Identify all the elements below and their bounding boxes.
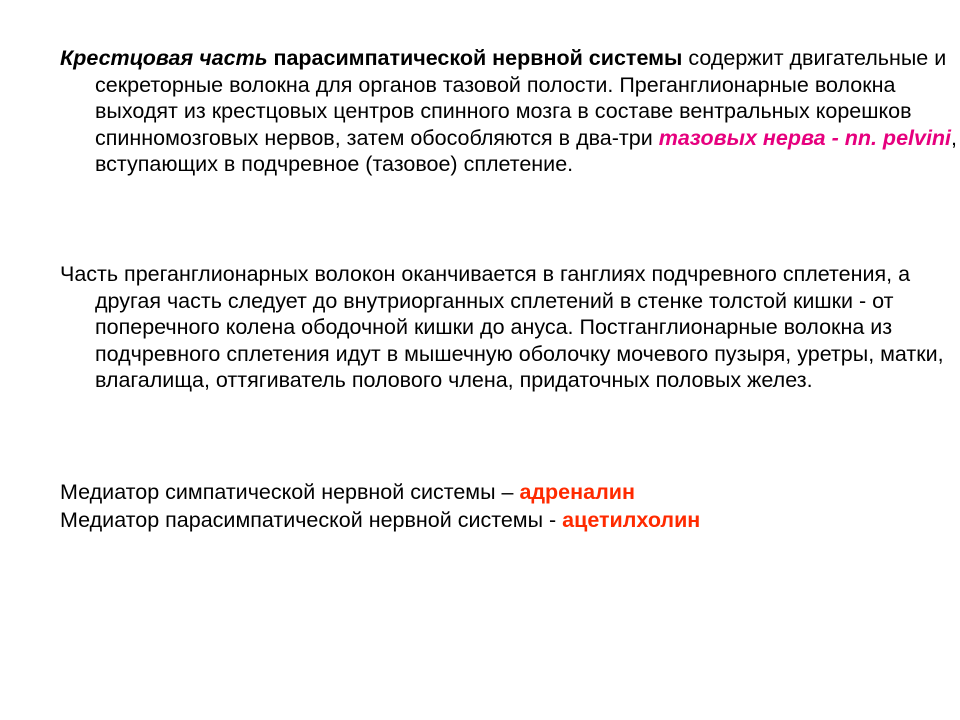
paragraph-sacral-part (60, 45, 960, 178)
paragraph-preganglionic-fibers (60, 261, 960, 394)
pelvic-nerves-highlight: тазовых нерва - nn. pelvini (658, 125, 952, 150)
paragraph1-text-before: содержит двигательные и секреторные волокна для органов тазовой полости. Преганглионарные волокна выходят из крестцовых центров спинного мозга в составе вентральных корешков спинномозговых нервов, затем обособляются в два-три (95, 46, 947, 150)
paragraph1-text-after: , вступающих в подчревное (тазовое) сплетение. (95, 125, 958, 176)
mediator-parasympathetic (60, 507, 930, 534)
mediator-sympathetic-value: адреналин (519, 480, 635, 504)
paragraph2-text: Часть преганглионарных волокон оканчивается в ганглиях подчревного сплетения, а другая часть следует до внутриорганных сплетений в стенке толстой кишки - от поперечного колена ободочной кишки до ануса. Постганглионарные волокна из подчревного сплетения идут в мышечную оболочку мочевого пузыря, уретры, матки, влагалища, оттягиватель полового члена, придаточных половых желез. (60, 262, 944, 392)
mediator-parasympathetic-value: ацетилхолин (562, 508, 701, 532)
mediator-parasympathetic-label: Медиатор парасимпатической нервной системы - (60, 508, 563, 532)
lead-bold-term: парасимпатической нервной системы (267, 46, 683, 70)
lead-italic-term: Крестцовая часть (60, 46, 268, 70)
mediator-sympathetic-label: Медиатор симпатической нервной системы – (60, 480, 520, 504)
mediator-sympathetic (60, 479, 930, 506)
